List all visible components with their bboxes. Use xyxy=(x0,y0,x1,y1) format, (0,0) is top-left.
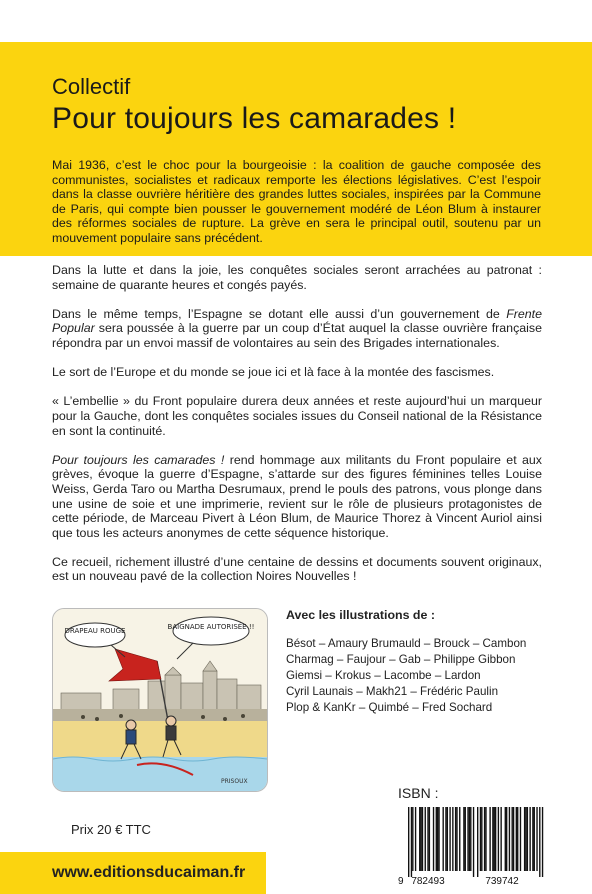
barcode-bar xyxy=(408,807,409,877)
barcode-bar xyxy=(470,807,471,871)
barcode-bar xyxy=(452,807,453,871)
barcode-bar xyxy=(465,807,466,871)
barcode-bar xyxy=(427,807,428,871)
paragraph-tribute: Pour toujours les camarades ! rend hommage aux militants du Front populaire et aux grèves, évoque la guerre d’Espagne, s’attarde sur des figures féminines telles Louise Weiss, Gerda Taro ou Martha Desrumaux, prend le pouls des patrons, vous plonge dans une usine de soie et une imprimerie, revient sur le rôle de plusieurs protagonistes de cette période, de Marceau Pivert à Léon Blum, de Maurice Thorez à Vincent Auriol ainsi que tous les acteurs anonymes de cette séquence historique. xyxy=(52,452,542,540)
barcode-bar xyxy=(517,807,518,871)
barcode-bar xyxy=(443,807,444,871)
book-title-inline: Pour toujours les camarades ! xyxy=(52,452,225,467)
intro-paragraph: Mai 1936, c’est le choc pour la bourgeoisie : la coalition de gauche composée des communistes, socialistes et radicaux remporte les élections législatives. C’est l’espoir dans la classe ouvrière héritière des grandes luttes sociales, inspirées par la Commune de Paris, qui compte bien pousser le gouvernement modéré de Léon Blum à instaurer des réformes sociales de rupture. La grève en sera le principal outil, soutenu par un mouvement populaire sans précédent. xyxy=(52,158,541,245)
barcode-bar xyxy=(429,807,430,871)
barcode-bar xyxy=(536,807,537,871)
barcode-bar xyxy=(489,807,490,871)
isbn-label: ISBN : xyxy=(398,785,439,801)
top-margin xyxy=(0,0,592,42)
barcode-bar xyxy=(532,807,533,871)
barcode-bar xyxy=(447,807,448,871)
cartoonist-signature: PRISOUX xyxy=(221,778,248,785)
illustrators-heading: Avec les illustrations de : xyxy=(286,608,435,622)
barcode-bar xyxy=(485,807,486,871)
price-label: Prix 20 € TTC xyxy=(71,822,151,837)
author-label: Collectif xyxy=(52,74,131,99)
illustrators-line: Cyril Launais – Makh21 – Frédéric Paulin xyxy=(286,685,499,698)
barcode-bar xyxy=(436,807,437,871)
bubble-right-text: BAIGNADE AUTORISÉE !! xyxy=(167,623,255,631)
barcode-bar xyxy=(513,807,514,871)
barcode-bar xyxy=(500,807,501,871)
paragraph-spain: Dans le même temps, l’Espagne se dotant elle aussi d’un gouvernement de Frente Popular sera poussée à la guerre par un coup d’État auquel la classe ouvrière française répondra par un envoi massif de volontaires au sein des Brigades internationales. xyxy=(52,306,542,350)
illustrators-line: Charmag – Faujour – Gab – Philippe Gibbon xyxy=(286,653,516,666)
illustrators-line: Bésot – Amaury Brumauld – Brouck – Cambon xyxy=(286,637,527,650)
barcode-bar xyxy=(445,807,446,871)
isbn-group-2: 739742 xyxy=(485,876,519,887)
barcode-bar xyxy=(415,807,416,871)
barcode-bar xyxy=(525,807,526,871)
barcode-bar xyxy=(481,807,482,871)
barcode-bar xyxy=(524,807,525,871)
barcode-bar xyxy=(527,807,528,871)
barcode-bar xyxy=(534,807,535,871)
barcode-bar xyxy=(419,807,420,871)
barcode-bar xyxy=(498,807,499,871)
barcode-bar xyxy=(433,807,434,871)
barcode-bar xyxy=(438,807,439,871)
beach-cartoon-drawing xyxy=(53,609,267,791)
barcode-bar xyxy=(411,807,412,877)
barcode-bar xyxy=(512,807,513,871)
isbn-group-1: 782493 xyxy=(411,876,445,887)
illustrators-list xyxy=(286,636,526,716)
paragraph-social-conquests: Dans la lutte et dans la joie, les conquêtes sociales seront arrachées au patronat : semaine de quarante heures et congés payés. xyxy=(52,263,542,292)
barcode-bar xyxy=(529,807,530,871)
publisher-website: www.editionsducaiman.fr xyxy=(52,864,246,881)
back-cover-text xyxy=(52,263,542,599)
barcode-bar xyxy=(456,807,457,871)
paragraph-collection: Ce recueil, richement illustré d’une centaine de dessins et documents souvent originaux, est un nouveau pavé de la collection Noires Nouvelles ! xyxy=(52,554,542,584)
illustrators-line: Giemsi – Krokus – Lacombe – Lardon xyxy=(286,669,481,682)
book-title: Pour toujours les camarades ! xyxy=(52,102,457,135)
barcode-bar xyxy=(449,807,450,871)
barcode-bar xyxy=(509,807,510,871)
barcode-bar xyxy=(539,807,540,877)
frente-popular-term: Frente Popular xyxy=(52,306,542,336)
cartoon-illustration xyxy=(52,608,268,792)
barcode-bar xyxy=(422,807,423,871)
barcode-bar xyxy=(437,807,438,871)
barcode-bar xyxy=(516,807,517,871)
barcode-bar xyxy=(420,807,421,871)
barcode-bar xyxy=(473,807,474,877)
barcode-bar xyxy=(412,807,413,871)
paragraph-europe: Le sort de l’Europe et du monde se joue ici et là face à la montée des fascismes. xyxy=(52,365,495,380)
illustrators-line: Plop & KanKr – Quimbé – Fred Sochard xyxy=(286,701,493,714)
barcode-bar xyxy=(455,807,456,871)
barcode-bar xyxy=(506,807,507,871)
barcode-bar xyxy=(480,807,481,871)
bubble-left-text: DRAPEAU ROUGE xyxy=(64,627,126,635)
barcode-bar xyxy=(463,807,464,871)
barcode-bar xyxy=(477,807,478,877)
barcode-bar xyxy=(495,807,496,871)
barcode-bar xyxy=(542,807,543,877)
paragraph-embellie: « L’embellie » du Front populaire durera deux années et reste aujourd’hui un marqueur pour la Gauche, dont les conquêtes sociales issues du Conseil national de la Résistance en sont la continuité. xyxy=(52,394,542,438)
isbn-digit-first: 9 xyxy=(398,876,404,887)
barcode-bar xyxy=(459,807,460,871)
isbn-barcode xyxy=(398,805,548,887)
barcode-bar xyxy=(467,807,468,871)
barcode-bar xyxy=(494,807,495,871)
barcode-bar xyxy=(492,807,493,871)
barcode-bar xyxy=(469,807,470,871)
barcode-bar xyxy=(484,807,485,871)
barcode-bar xyxy=(425,807,426,871)
barcode-bar xyxy=(520,807,521,871)
barcode-bar xyxy=(505,807,506,871)
